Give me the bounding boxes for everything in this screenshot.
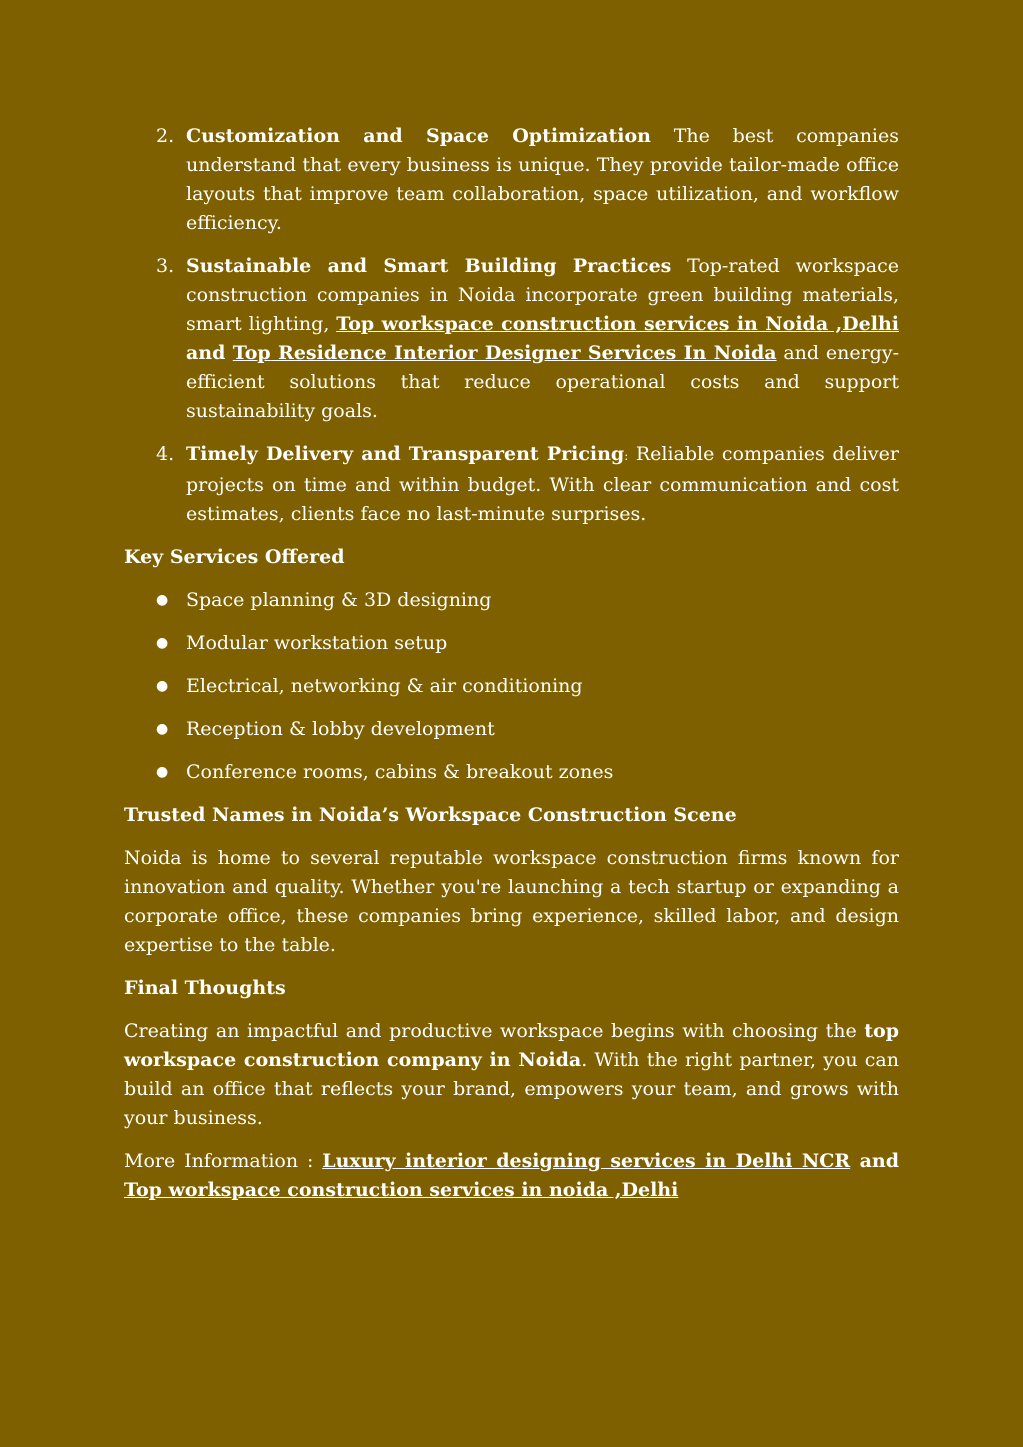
link-luxury-interior-delhi-ncr[interactable]: Luxury interior designing services in Delhi NCR	[322, 1150, 851, 1172]
list-item	[124, 758, 899, 787]
item-text: and energy-efficient solutions that reduce operational costs and support sustainability goals.	[186, 342, 899, 422]
item-text: Top-rated workspace construction companies in Noida incorporate green building materials, smart lighting,	[186, 255, 899, 335]
list-item	[124, 122, 899, 238]
section-heading-final-thoughts: Final Thoughts	[124, 977, 286, 999]
list-item	[124, 586, 899, 615]
key-services-list	[124, 586, 899, 787]
paragraph-text: Creating an impactful and productive workspace begins with choosing the	[124, 1020, 865, 1042]
list-item	[124, 629, 899, 658]
link-workspace-construction-noida-delhi[interactable]: Top workspace construction services in noida ,Delhi	[124, 1179, 679, 1201]
paragraph-trusted-names: Noida is home to several reputable workspace construction firms known for innovation and quality. Whether you're launching a tech startup or expanding a corporate office, these companies bring experience, skilled labor, and design expertise to the table.	[124, 847, 899, 956]
item-heading: Customization and Space Optimization	[186, 125, 651, 147]
list-item-text: Reception & lobby development	[186, 718, 495, 740]
list-item-text: Conference rooms, cabins & breakout zones	[186, 761, 614, 783]
list-item-text: Space planning & 3D designing	[186, 589, 492, 611]
link-residence-interior-designer[interactable]: Top Residence Interior Designer Services In Noida	[232, 342, 777, 364]
paragraph-more-information	[124, 1147, 899, 1205]
bullet-icon: ●	[156, 678, 169, 694]
item-heading: Timely Delivery and Transparent Pricing	[186, 443, 625, 465]
list-number: 3.	[156, 255, 175, 277]
bold-text: top workspace construction company in Noida	[124, 1020, 899, 1071]
section-heading-key-services: Key Services Offered	[124, 546, 345, 568]
list-item-text: Modular workstation setup	[186, 632, 448, 654]
link-workspace-construction-noida[interactable]: Top workspace construction services in Noida ,Delhi	[336, 313, 899, 335]
item-text: The best companies understand that every business is unique. They provide tailor-made office layouts that improve team collaboration, space utilization, and workflow efficiency.	[186, 125, 899, 234]
list-item-text: Electrical, networking & air conditioning	[186, 675, 583, 697]
section-heading-trusted-names: Trusted Names in Noida’s Workspace Construction Scene	[124, 804, 737, 826]
list-number: 2.	[156, 125, 175, 147]
item-text: Reliable companies deliver projects on time and within budget. With clear communication and cost estimates, clients face no last-minute surprises.	[186, 443, 899, 525]
list-item	[124, 440, 899, 529]
bullet-icon: ●	[156, 635, 169, 651]
paragraph-text: . With the right partner, you can build an office that reflects your brand, empowers your team, and grows with your business.	[124, 1049, 899, 1129]
item-heading: Sustainable and Smart Building Practices	[186, 255, 672, 277]
numbered-list	[124, 122, 899, 529]
more-info-label: More Information :	[124, 1150, 323, 1172]
connector-text: and	[850, 1150, 899, 1172]
bullet-icon: ●	[156, 764, 169, 780]
bullet-icon: ●	[156, 592, 169, 608]
paragraph-final-thoughts	[124, 1017, 899, 1133]
list-item	[124, 715, 899, 744]
list-item	[124, 252, 899, 426]
item-colon: :	[624, 449, 629, 463]
list-item	[124, 672, 899, 701]
bullet-icon: ●	[156, 721, 169, 737]
document-page	[124, 122, 899, 1219]
list-number: 4.	[156, 443, 175, 465]
connector-text: and	[186, 342, 233, 364]
